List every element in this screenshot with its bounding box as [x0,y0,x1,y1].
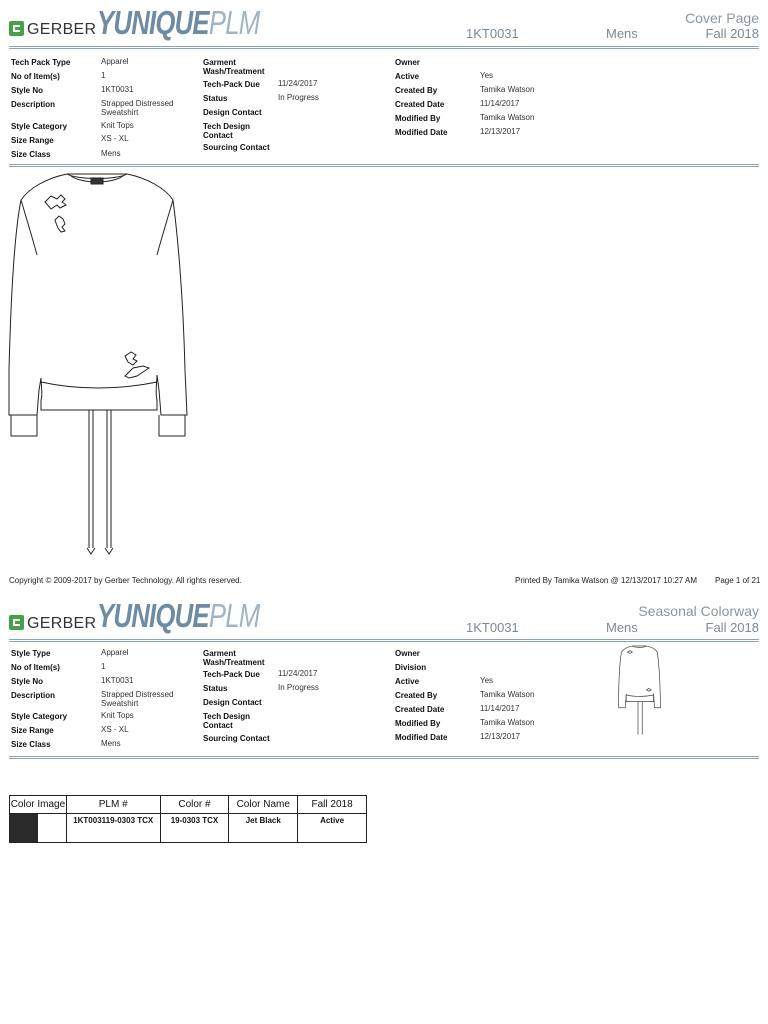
field-label: Size Range [11,726,54,735]
col-header-season: Fall 2018 [298,796,367,814]
field-value: XS - XL [101,725,129,734]
field-label: Created By [395,86,438,95]
gerber-logo-icon [9,21,24,36]
field-label: Style Category [11,122,68,131]
field-value: 11/24/2017 [278,669,318,678]
plm-number: 1KT003119-0303 TCX [66,814,160,843]
colorway-table-header [10,796,367,814]
color-name: Jet Black [229,814,298,843]
color-number: 19-0303 TCX [160,814,229,843]
field-label: Created By [395,691,438,700]
field-label: No of Item(s) [11,663,60,672]
field-label: Style No [11,677,44,686]
field-label: Modified Date [395,128,448,137]
field-value: Yes [480,71,494,80]
field-value: Tamika Watson [480,85,535,94]
field-label: Owner [395,649,420,658]
field-value: Strapped Distressed Sweatshirt [101,690,174,708]
yunique-logo-main: YUNIQUE [97,597,209,634]
field-value: 11/24/2017 [278,79,318,88]
field-value: Strapped Distressed Sweatshirt [101,99,174,117]
field-value: Tamika Watson [480,690,535,699]
field-label: Tech-Pack Due [203,80,260,89]
field-label: Sourcing Contact [203,143,270,152]
yunique-plm-logo [97,597,259,635]
field-label: Design Contact [203,698,262,707]
field-value: In Progress [278,683,319,692]
field-label: Modified By [395,114,441,123]
field-value: Knit Tops [101,121,134,130]
page1-title: Cover Page [685,10,759,26]
field-label: Style Type [11,649,51,658]
field-label: Modified Date [395,733,448,742]
field-label: Size Class [11,150,51,159]
field-label: Status [203,684,228,693]
field-label: Garment Wash/Treatment [203,58,265,76]
field-value: Apparel [101,648,129,657]
sweatshirt-thumbnail [616,645,664,737]
field-value: Mens [101,739,121,748]
field-label: Size Class [11,740,51,749]
field-label: Style No [11,86,44,95]
page2-division: Mens [606,620,638,635]
col-header-color-no: Color # [160,796,229,814]
page1-header-rule [9,46,759,49]
page1-season: Fall 2018 [705,26,759,41]
field-label: No of Item(s) [11,72,60,81]
page1-copyright: Copyright © 2009-2017 by Gerber Technology. All rights reserved. [9,576,242,585]
field-value: 1KT0031 [101,85,134,94]
field-label: Modified By [395,719,441,728]
field-label: Division [395,663,427,672]
page2-season: Fall 2018 [705,620,759,635]
gerber-logo-icon [9,615,24,630]
field-value: Tamika Watson [480,113,535,122]
field-label: Size Range [11,136,54,145]
field-value: 12/13/2017 [480,732,521,741]
field-label: Active [395,72,420,81]
field-label: Tech Pack Type [11,58,71,67]
field-value: 1KT0031 [101,676,134,685]
field-label: Description [11,691,56,700]
sweatshirt-sketch [7,170,192,560]
page1-division: Mens [606,26,638,41]
field-label: Owner [395,58,420,67]
field-label: Sourcing Contact [203,734,270,743]
yunique-plm-logo [97,4,259,42]
col-header-plm: PLM # [66,796,160,814]
col-header-color-image: Color Image [10,796,67,814]
field-value: Apparel [101,57,129,66]
page1-info-rule [9,164,759,167]
field-value: In Progress [278,93,319,102]
page1-page-number: Page 1 of 21 [715,576,761,585]
field-label: Active [395,677,420,686]
field-value: XS - XL [101,134,129,143]
gerber-wordmark: GERBER [27,615,97,632]
field-label: Created Date [395,705,445,714]
field-value: Yes [480,676,494,685]
page2-title: Seasonal Colorway [638,603,759,619]
field-label: Design Contact [203,108,262,117]
field-label: Created Date [395,100,445,109]
field-value: 12/13/2017 [480,127,521,136]
table-row [10,814,367,843]
field-label: Garment Wash/Treatment [203,649,265,667]
field-label: Style Category [11,712,68,721]
field-label: Description [11,100,56,109]
field-label: Tech Design Contact [203,122,250,140]
yunique-logo-suffix: PLM [208,597,260,634]
field-value: Tamika Watson [480,718,535,727]
gerber-wordmark: GERBER [27,21,97,38]
page2-info-rule [9,756,759,759]
col-header-color-name: Color Name [229,796,298,814]
field-value: Mens [101,149,121,158]
field-value: 1 [101,71,106,80]
colorway-table [9,795,367,843]
color-swatch-cell [10,814,67,843]
field-value: 11/14/2017 [480,99,520,108]
field-label: Tech Design Contact [203,712,250,730]
page2-style-code: 1KT0031 [466,620,519,635]
field-label: Status [203,94,228,103]
page2-header-rule [9,639,759,642]
page1-printed-by: Printed By Tamika Watson @ 12/13/2017 10:27 AM [515,576,697,585]
field-label: Tech-Pack Due [203,670,260,679]
yunique-logo-suffix: PLM [208,4,260,41]
field-value: 11/14/2017 [480,704,520,713]
yunique-logo-main: YUNIQUE [97,4,209,41]
field-value: 1 [101,662,106,671]
colorway-status: Active [298,814,367,843]
color-swatch [10,814,38,842]
page1-style-code: 1KT0031 [466,26,519,41]
field-value: Knit Tops [101,711,134,720]
